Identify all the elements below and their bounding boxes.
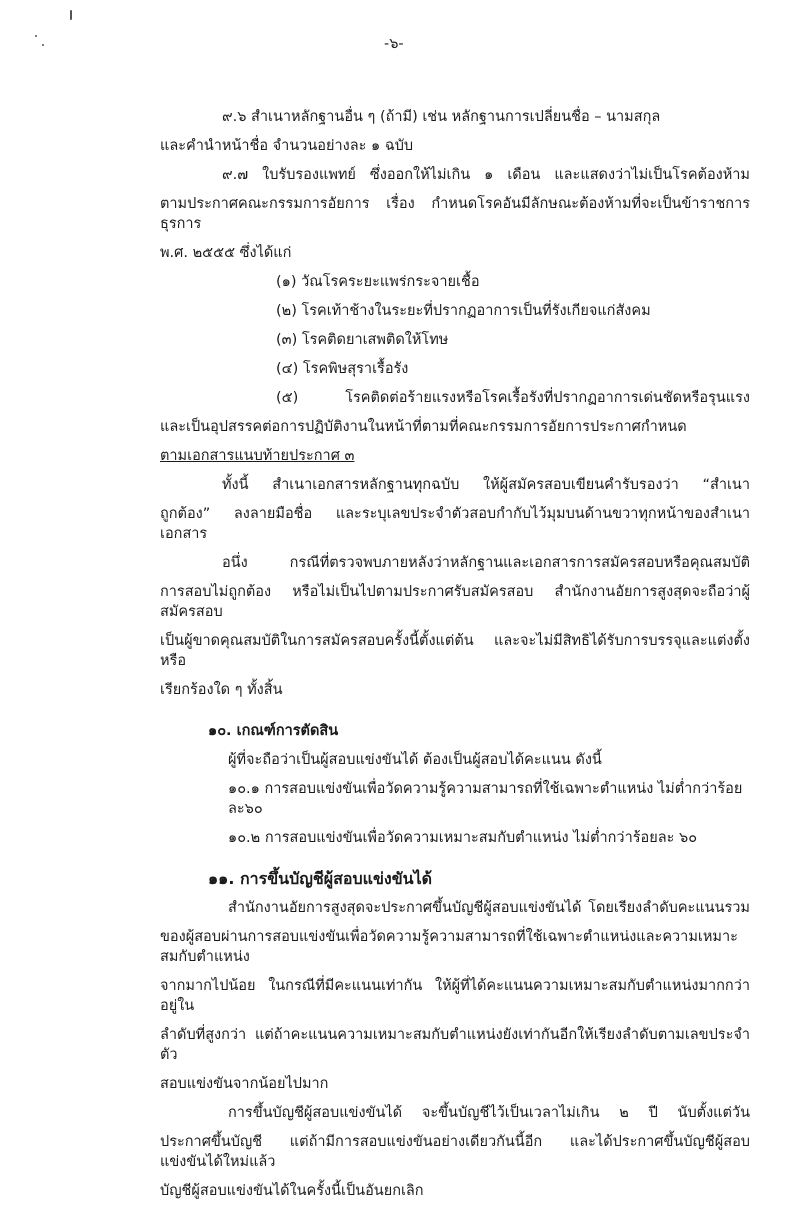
disease-item: (๑) วัณโรคระยะแพร่กระจายเชื้อ: [276, 274, 480, 290]
page-number: -๖-: [384, 36, 404, 52]
section-9-6-line: ๙.๖ สำเนาหลักฐานอื่น ๆ (ถ้ามี) เช่น หลักฐานการเปลี่ยนชื่อ – นามสกุล: [222, 109, 661, 125]
list-validity-line: บัญชีผู้สอบแข่งขันได้ในครั้งนี้เป็นอันยกเลิก: [160, 1183, 424, 1199]
disease-item: (๓) โรคติดยาเสพติดให้โทษ: [276, 332, 449, 348]
ranking-line: สำนักงานอัยการสูงสุดจะประกาศขึ้นบัญชีผู้สอบแข่งขันได้ โดยเรียงลำดับคะแนนรวม: [228, 900, 750, 916]
criteria-item: ๑๐.๑ การสอบแข่งขันเพื่อวัดความรู้ความสามารถที่ใช้เฉพาะตำแหน่ง ไม่ต่ำกว่าร้อยละ๖๐: [228, 781, 743, 817]
section-10-heading: ๑๐. เกณฑ์การตัดสิน: [208, 723, 339, 739]
ranking-line: จากมากไปน้อย ในกรณีที่มีคะแนนเท่ากัน ให้ผู้ที่ได้คะแนนความเหมาะสมกับตำแหน่งมากกว่าอยู่ใน: [160, 978, 750, 1014]
notice-line: เรียกร้องใด ๆ ทั้งสิ้น: [160, 682, 283, 698]
section-9-7-line: ตามประกาศคณะกรรมการอัยการ เรื่อง กำหนดโรคอันมีลักษณะต้องห้ามที่จะเป็นข้าราชการธุรการ: [160, 196, 750, 232]
disease-item: (๔) โรคพิษสุราเรื้อรัง: [276, 361, 409, 377]
notice-line: อนึ่ง กรณีที่ตรวจพบภายหลังว่าหลักฐานและเอกสารการสมัครสอบหรือคุณสมบัติ: [222, 555, 750, 571]
notice-line: เป็นผู้ขาดคุณสมบัติในการสมัครสอบครั้งนี้ตั้งแต่ต้น และจะไม่มีสิทธิได้รับการบรรจุและแต่งตั้ง หรือ: [160, 633, 750, 669]
list-validity-line: ประกาศขึ้นบัญชี แต่ถ้ามีการสอบแข่งขันอย่างเดียวกันนี้อีก และได้ประกาศขึ้นบัญชีผู้สอบแข่งขันได้ใหม่แล้ว: [160, 1134, 750, 1170]
ranking-line: ของผู้สอบผ่านการสอบแข่งขันเพื่อวัดความรู้ความสามารถที่ใช้เฉพาะตำแหน่งและความเหมาะสมกับตำแหน่ง: [160, 929, 738, 965]
section-9-7-line: ๙.๗ ใบรับรองแพทย์ ซึ่งออกให้ไม่เกิน ๑ เดือน และแสดงว่าไม่เป็นโรคต้องห้าม: [222, 167, 750, 183]
certify-line: ทั้งนี้ สำเนาเอกสารหลักฐานทุกฉบับ ให้ผู้สมัครสอบเขียนคำรับรองว่า “สำเนา: [222, 477, 750, 493]
notice-line: การสอบไม่ถูกต้อง หรือไม่เป็นไปตามประกาศรับสมัครสอบ สำนักงานอัยการสูงสุดจะถือว่าผู้สมัครสอบ: [160, 584, 750, 620]
list-validity-line: การขึ้นบัญชีผู้สอบแข่งขันได้ จะขึ้นบัญชีไว้เป็นเวลาไม่เกิน ๒ ปี นับตั้งแต่วัน: [228, 1105, 750, 1121]
section-9-7-line: และเป็นอุปสรรคต่อการปฏิบัติงานในหน้าที่ตามที่คณะกรรมการอัยการประกาศกำหนด: [160, 419, 687, 435]
section-11-heading: ๑๑. การขึ้นบัญชีผู้สอบแข่งขันได้: [208, 869, 433, 888]
section-9-6-line: และคำนำหน้าชื่อ จำนวนอย่างละ ๑ ฉบับ: [160, 138, 414, 154]
certify-line: ถูกต้อง” ลงลายมือชื่อ และระบุเลขประจำตัวสอบกำกับไว้มุมบนด้านขวาทุกหน้าของสำเนาเอกสาร: [160, 506, 750, 542]
criteria-item: ๑๐.๒ การสอบแข่งขันเพื่อวัดความเหมาะสมกับตำแหน่ง ไม่ต่ำกว่าร้อยละ ๖๐: [228, 830, 698, 846]
disease-item: (๒) โรคเท้าช้างในระยะที่ปรากฏอาการเป็นที่รังเกียจแก่สังคม: [276, 303, 651, 319]
attachment-reference: ตามเอกสารแนบท้ายประกาศ ๓: [160, 448, 355, 464]
section-10-intro: ผู้ที่จะถือว่าเป็นผู้สอบแข่งขันได้ ต้องเป็นผู้สอบได้คะแนน ดังนี้: [228, 752, 602, 768]
ranking-line: สอบแข่งขันจากน้อยไปมาก: [160, 1076, 329, 1092]
ranking-line: ลำดับที่สูงกว่า แต่ถ้าคะแนนความเหมาะสมกับตำแหน่งยังเท่ากันอีกให้เรียงลำดับตามเลขประจำตัว: [160, 1027, 750, 1063]
disease-item: (๕) โรคติดต่อร้ายแรงหรือโรคเรื้อรังที่ปรากฏอาการเด่นชัดหรือรุนแรง: [276, 390, 750, 406]
section-9-7-line: พ.ศ. ๒๕๕๕ ซึ่งได้แก่: [160, 245, 292, 261]
